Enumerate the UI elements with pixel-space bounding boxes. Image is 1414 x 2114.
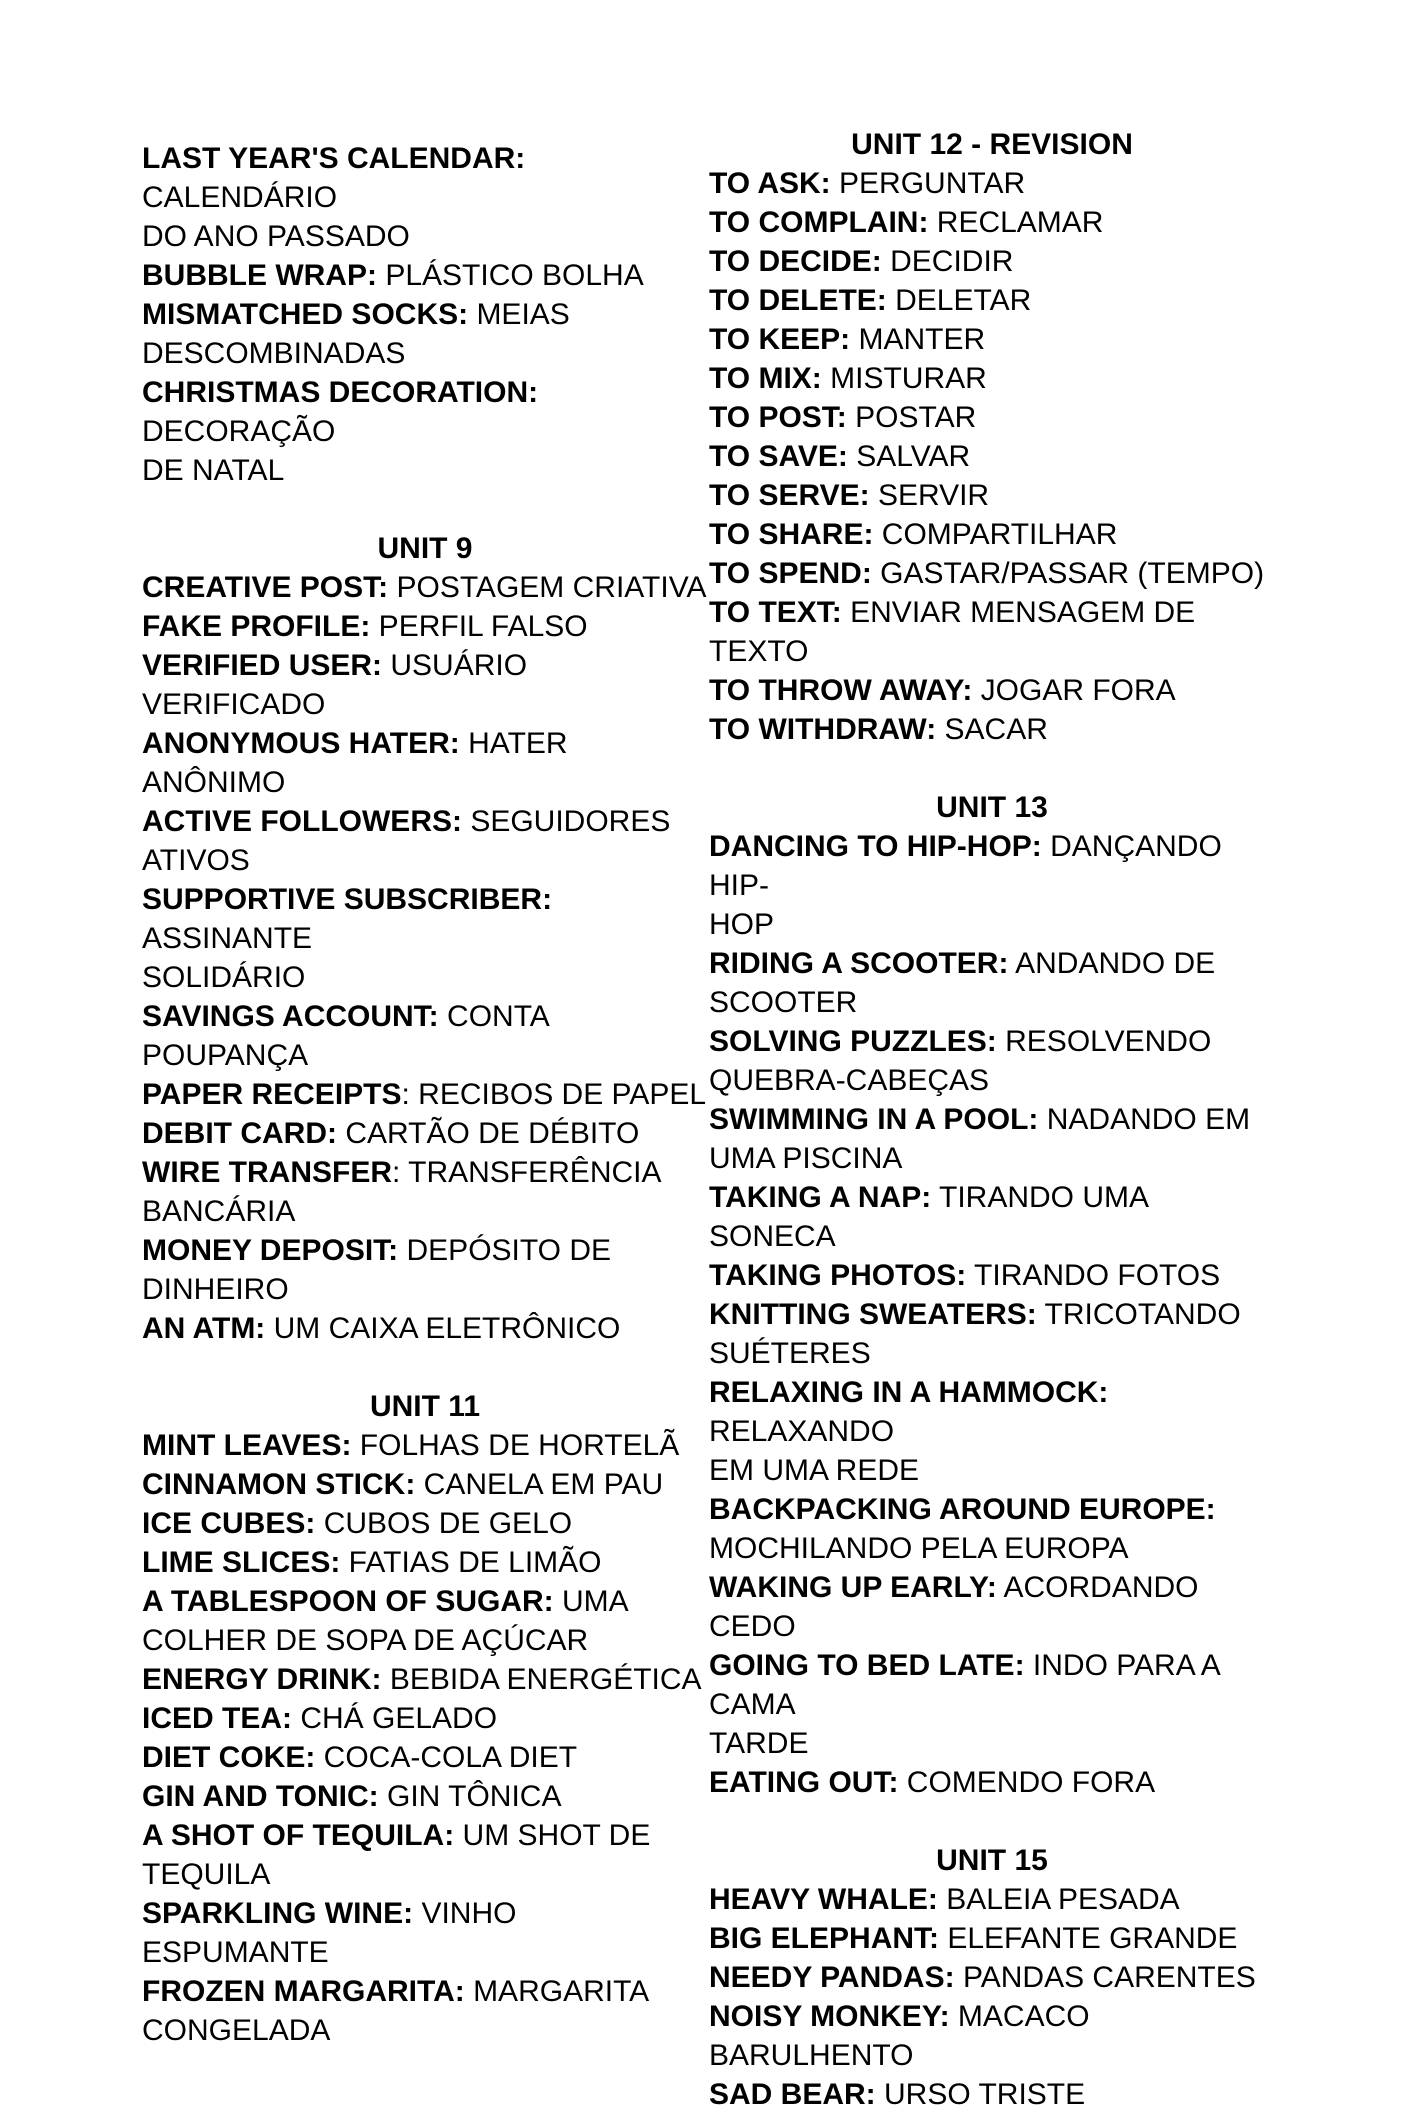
term-translation: RESOLVENDO [996, 1025, 1212, 1058]
term-translation: CANELA EM PAU [415, 1468, 664, 1501]
term-translation: POSTAGEM CRIATIVA [388, 571, 707, 604]
term-translation: COMENDO FORA [898, 1766, 1156, 1799]
term-label: NOISY MONKEY: [709, 2000, 950, 2033]
term-translation: GASTAR/PASSAR (TEMPO) [871, 557, 1265, 590]
term-translation: INDO PARA A CAMA [709, 1649, 1228, 1721]
vocab-line [709, 1958, 1275, 1997]
vocab-line-continuation [709, 1529, 1275, 1568]
term-label: NEEDY PANDAS: [709, 1961, 955, 1994]
vocab-line [709, 164, 1275, 203]
term-translation: SCOOTER [709, 986, 858, 1019]
term-label: RIDING A SCOOTER: [709, 947, 1009, 980]
unit-heading: UNIT 11 [369, 1390, 481, 1423]
vocab-line [709, 1997, 1275, 2075]
term-label: TO TEXT: [709, 596, 842, 629]
term-translation: MANTER [850, 323, 986, 356]
vocab-line [142, 568, 708, 607]
vocab-line [142, 724, 708, 802]
vocab-line [142, 997, 708, 1075]
term-label: EATING OUT: [709, 1766, 899, 1799]
vocab-line [142, 646, 708, 724]
vocab-line-continuation [142, 334, 708, 373]
vocab-line-continuation [709, 1724, 1275, 1763]
term-label: LIME SLICES: [142, 1546, 341, 1579]
term-label: SUPPORTIVE SUBSCRIBER: [142, 883, 553, 916]
term-label: VERIFIED USER: [142, 649, 383, 682]
term-translation: RECLAMAR [928, 206, 1104, 239]
term-translation: BEBIDA ENERGÉTICA [381, 1663, 702, 1696]
blank-line [142, 490, 708, 529]
vocab-line [142, 1816, 708, 1855]
term-translation: : RECIBOS DE PAPEL [401, 1078, 707, 1111]
vocab-line [709, 437, 1275, 476]
vocab-line [709, 1373, 1275, 1451]
term-translation: ANDANDO DE [1008, 947, 1216, 980]
term-label: A SHOT OF TEQUILA: [142, 1819, 455, 1852]
vocab-line-continuation [142, 841, 708, 880]
vocab-line [142, 607, 708, 646]
vocab-line [709, 1568, 1275, 1646]
vocab-line [709, 281, 1275, 320]
term-label: TO WITHDRAW: [709, 713, 937, 746]
vocab-line [142, 1465, 708, 1504]
vocab-line-continuation [142, 958, 708, 997]
term-translation: DO ANO PASSADO [142, 220, 410, 253]
term-translation: UM CAIXA ELETRÔNICO [265, 1312, 621, 1345]
term-translation: PERGUNTAR [830, 167, 1026, 200]
vocab-line [142, 802, 708, 841]
term-translation: UM SHOT DE [454, 1819, 651, 1852]
term-translation: BANCÁRIA [142, 1195, 296, 1228]
vocab-line [709, 1646, 1275, 1724]
term-translation: PANDAS CARENTES [954, 1961, 1256, 1994]
term-label: ANONYMOUS HATER: [142, 727, 460, 760]
vocab-line [142, 1894, 708, 1972]
term-label: MINT LEAVES: [142, 1429, 352, 1462]
term-translation: CARTÃO DE DÉBITO [337, 1117, 640, 1150]
vocab-line-continuation [142, 451, 708, 490]
term-translation: MACACO BARULHENTO [709, 2000, 1098, 2072]
term-translation: CUBOS DE GELO [315, 1507, 573, 1540]
term-translation: URSO TRISTE [875, 2078, 1086, 2111]
blank-line [709, 749, 1275, 788]
vocab-line [709, 398, 1275, 437]
vocab-line [709, 593, 1275, 671]
term-label: TO SHARE: [709, 518, 874, 551]
term-label: ICED TEA: [142, 1702, 292, 1735]
term-label: WAKING UP EARLY: [709, 1571, 997, 1604]
vocab-line-continuation [709, 1061, 1275, 1100]
term-label: KNITTING SWEATERS: [709, 1298, 1037, 1331]
term-translation: SERVIR [869, 479, 990, 512]
term-translation: TRICOTANDO [1036, 1298, 1241, 1331]
term-label: CHRISTMAS DECORATION: [142, 376, 539, 409]
term-label: MISMATCHED SOCKS: [142, 298, 469, 331]
term-label: SOLVING PUZZLES: [709, 1025, 997, 1058]
term-label: MONEY DEPOSIT: [142, 1234, 399, 1267]
unit-heading: UNIT 15 [936, 1844, 1048, 1877]
term-translation: BALEIA PESADA [937, 1883, 1180, 1916]
term-translation: RELAXANDO [709, 1376, 1117, 1448]
term-translation: CHÁ GELADO [292, 1702, 498, 1735]
vocab-line [709, 1763, 1275, 1802]
vocab-line-continuation [709, 1334, 1275, 1373]
term-translation: SEGUIDORES [461, 805, 671, 838]
vocab-line-continuation [142, 217, 708, 256]
vocab-line [709, 203, 1275, 242]
term-translation: DANÇANDO HIP- [709, 830, 1231, 902]
vocab-line [709, 1100, 1275, 1139]
vocab-line [709, 710, 1275, 749]
vocab-line [142, 1231, 708, 1270]
term-label: SPARKLING WINE: [142, 1897, 414, 1930]
term-label: ICE CUBES: [142, 1507, 316, 1540]
vocab-line [709, 944, 1275, 983]
term-label: FROZEN MARGARITA: [142, 1975, 465, 2008]
vocab-line [709, 554, 1275, 593]
term-translation: ATIVOS [142, 844, 250, 877]
blank-line [142, 1348, 708, 1387]
term-translation: PERFIL FALSO [370, 610, 588, 643]
term-translation: CALENDÁRIO [142, 142, 534, 214]
term-label: GIN AND TONIC: [142, 1780, 379, 1813]
term-translation: VINHO ESPUMANTE [142, 1897, 525, 1969]
term-label: TO THROW AWAY: [709, 674, 973, 707]
vocab-line [142, 1738, 708, 1777]
term-translation: DESCOMBINADAS [142, 337, 406, 370]
term-translation: UMA [553, 1585, 629, 1618]
vocab-line-continuation [142, 2011, 708, 2050]
vocab-line [709, 1022, 1275, 1061]
term-translation: SALVAR [847, 440, 971, 473]
vocab-line [142, 880, 708, 958]
term-translation: TIRANDO UMA SONECA [709, 1181, 1156, 1253]
vocab-line-continuation [709, 1451, 1275, 1490]
term-translation: COLHER DE SOPA DE AÇÚCAR [142, 1624, 589, 1657]
term-label: LAST YEAR'S CALENDAR: [142, 142, 526, 175]
vocab-line [709, 242, 1275, 281]
term-translation: USUÁRIO VERIFICADO [142, 649, 536, 721]
vocab-line [709, 1295, 1275, 1334]
unit-heading: UNIT 12 - REVISION [851, 128, 1133, 161]
term-translation: HOP [709, 908, 775, 941]
term-label: CINNAMON STICK: [142, 1468, 416, 1501]
vocab-line [142, 1426, 708, 1465]
term-label: SWIMMING IN A POOL: [709, 1103, 1039, 1136]
unit-heading: UNIT 9 [377, 532, 473, 565]
vocab-line [142, 256, 708, 295]
term-translation: ACORDANDO CEDO [709, 1571, 1207, 1643]
term-translation: HATER ANÔNIMO [142, 727, 575, 799]
vocab-line [142, 1153, 708, 1192]
term-label: TO KEEP: [709, 323, 851, 356]
vocab-line [142, 1972, 708, 2011]
term-translation: MEIAS [468, 298, 570, 331]
vocab-line-continuation [142, 1855, 708, 1894]
term-label: CREATIVE POST: [142, 571, 389, 604]
vocab-line [709, 2075, 1275, 2114]
term-label: FAKE PROFILE: [142, 610, 371, 643]
term-translation: CONTA POUPANÇA [142, 1000, 557, 1072]
vocab-line [709, 1178, 1275, 1256]
vocab-line-continuation [142, 1621, 708, 1660]
term-label: TO SERVE: [709, 479, 870, 512]
term-translation: FOLHAS DE HORTELÃ [351, 1429, 680, 1462]
term-label: TO ASK: [709, 167, 831, 200]
term-translation: UMA PISCINA [709, 1142, 903, 1175]
vocab-line [709, 359, 1275, 398]
term-translation: DECIDIR [881, 245, 1014, 278]
term-label: TAKING PHOTOS: [709, 1259, 967, 1292]
term-translation: PLÁSTICO BOLHA [376, 259, 644, 292]
term-label: TO POST: [709, 401, 847, 434]
term-label: DANCING TO HIP-HOP: [709, 830, 1042, 863]
vocab-line-continuation [142, 1192, 708, 1231]
term-translation: MOCHILANDO PELA EUROPA [709, 1532, 1129, 1565]
term-translation: COMPARTILHAR [873, 518, 1118, 551]
vocab-line [709, 1919, 1275, 1958]
term-label: AN ATM: [142, 1312, 266, 1345]
term-translation: SUÉTERES [709, 1337, 871, 1370]
vocab-line [142, 373, 708, 451]
vocab-line [709, 1880, 1275, 1919]
term-translation: COCA-COLA DIET [315, 1741, 578, 1774]
term-label: TO DECIDE: [709, 245, 882, 278]
term-label: SAD BEAR: [709, 2078, 876, 2111]
term-label: WIRE TRANSFER [142, 1156, 392, 1189]
term-translation: DEPÓSITO DE [398, 1234, 611, 1267]
vocab-line [142, 1504, 708, 1543]
term-translation: ASSINANTE [142, 883, 559, 955]
term-label: BIG ELEPHANT: [709, 1922, 940, 1955]
vocab-line [142, 1660, 708, 1699]
vocab-line [142, 1543, 708, 1582]
vocab-line [709, 476, 1275, 515]
vocab-line [142, 1309, 708, 1348]
vocab-line-continuation [142, 1270, 708, 1309]
term-translation: SACAR [936, 713, 1048, 746]
vocab-line [142, 1075, 708, 1114]
vocab-line [709, 1490, 1275, 1529]
term-label: TO SPEND: [709, 557, 872, 590]
term-translation: JOGAR FORA [972, 674, 1176, 707]
term-translation: TEQUILA [142, 1858, 271, 1891]
term-translation: CONGELADA [142, 2014, 331, 2047]
term-label: A TABLESPOON OF SUGAR: [142, 1585, 554, 1618]
term-translation: : TRANSFERÊNCIA [392, 1156, 662, 1189]
vocab-line-continuation [709, 1139, 1275, 1178]
vocab-line [709, 671, 1275, 710]
term-label: BUBBLE WRAP: [142, 259, 377, 292]
term-translation: ELEFANTE GRANDE [939, 1922, 1238, 1955]
term-translation: TARDE [709, 1727, 809, 1760]
vocab-line [142, 139, 708, 217]
term-label: ENERGY DRINK: [142, 1663, 382, 1696]
term-translation: NADANDO EM [1038, 1103, 1251, 1136]
vocab-line [142, 1699, 708, 1738]
right-column [709, 125, 1275, 2114]
vocab-line-continuation [709, 983, 1275, 1022]
vocab-line [142, 1777, 708, 1816]
term-translation: DE NATAL [142, 454, 285, 487]
vocab-line [709, 827, 1275, 905]
term-translation: POSTAR [846, 401, 977, 434]
vocab-line [709, 320, 1275, 359]
vocab-line [709, 515, 1275, 554]
term-label: DIET COKE: [142, 1741, 316, 1774]
term-label: PAPER RECEIPTS [142, 1078, 402, 1111]
term-translation: SOLIDÁRIO [142, 961, 306, 994]
term-label: HEAVY WHALE: [709, 1883, 938, 1916]
term-translation: QUEBRA-CABEÇAS [709, 1064, 990, 1097]
term-label: TAKING A NAP: [709, 1181, 932, 1214]
term-label: TO SAVE: [709, 440, 848, 473]
blank-line [709, 1802, 1275, 1841]
term-translation: GIN TÔNICA [378, 1780, 562, 1813]
vocab-line-continuation [709, 905, 1275, 944]
term-label: TO DELETE: [709, 284, 887, 317]
term-translation: MISTURAR [821, 362, 987, 395]
term-label: BACKPACKING AROUND EUROPE: [709, 1493, 1216, 1526]
unit-heading: UNIT 13 [936, 791, 1048, 824]
term-label: GOING TO BED LATE: [709, 1649, 1025, 1682]
vocab-line [709, 1256, 1275, 1295]
term-label: ACTIVE FOLLOWERS: [142, 805, 462, 838]
term-label: TO MIX: [709, 362, 822, 395]
term-translation: DINHEIRO [142, 1273, 289, 1306]
term-label: DEBIT CARD: [142, 1117, 337, 1150]
term-label: RELAXING IN A HAMMOCK: [709, 1376, 1109, 1409]
term-translation: FATIAS DE LIMÃO [340, 1546, 602, 1579]
term-translation: EM UMA REDE [709, 1454, 920, 1487]
term-label: TO COMPLAIN: [709, 206, 929, 239]
term-translation: DELETAR [886, 284, 1032, 317]
term-label: SAVINGS ACCOUNT: [142, 1000, 439, 1033]
term-translation: DECORAÇÃO [142, 376, 547, 448]
vocab-line [142, 1114, 708, 1153]
left-column [142, 139, 708, 2050]
vocab-line [142, 295, 708, 334]
term-translation: ENVIAR MENSAGEM DE TEXTO [709, 596, 1203, 668]
term-translation: TIRANDO FOTOS [966, 1259, 1221, 1292]
vocab-line [142, 1582, 708, 1621]
term-translation: MARGARITA [464, 1975, 650, 2008]
